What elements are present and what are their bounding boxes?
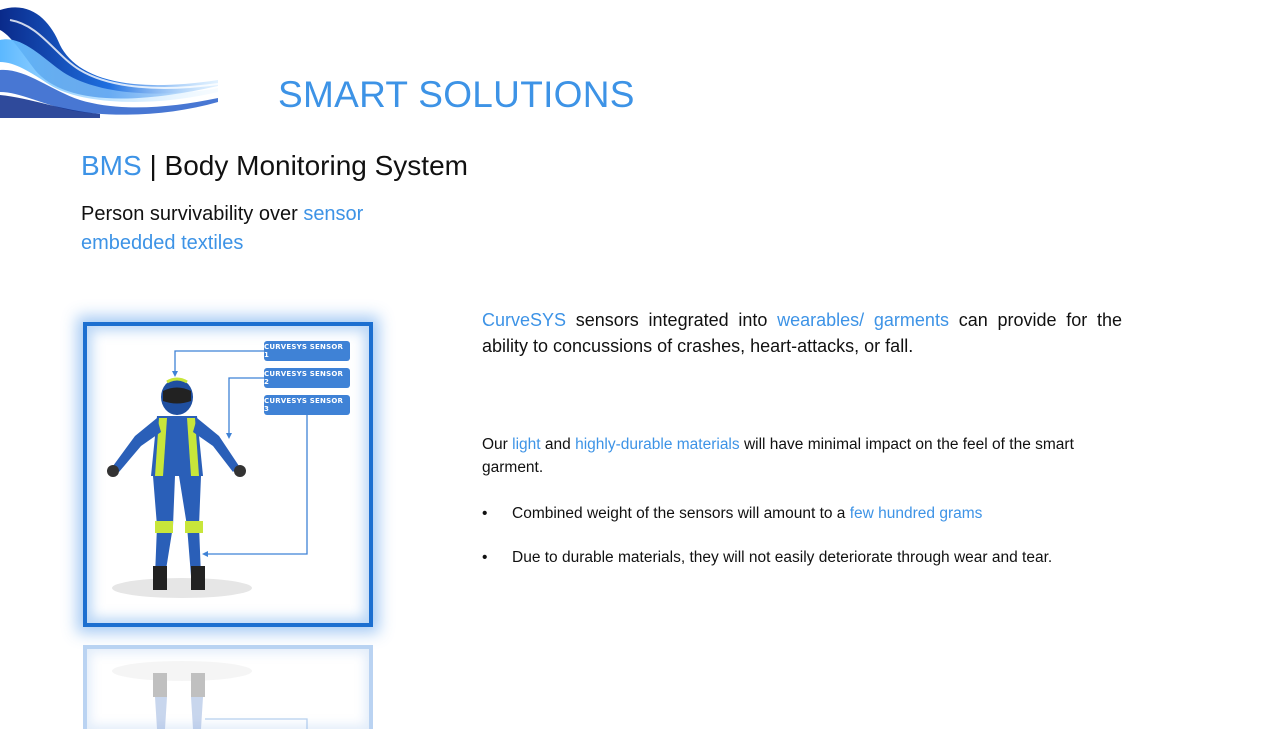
page-title: SMART SOLUTIONS <box>278 74 635 115</box>
bullet-1-accent: few hundred grams <box>849 505 983 522</box>
wave-logo <box>0 0 220 118</box>
bullet-2-text: Due to durable materials, they will not easily deteriorate through wear and tear. <box>512 549 1053 566</box>
sensor-label-3: CURVESYS SENSOR 3 <box>264 395 350 415</box>
para-accent-1: light <box>512 436 541 453</box>
bullet-marker: • <box>482 505 488 522</box>
suit-figure-reflection <box>83 645 373 729</box>
lead-accent: wearables/ garments <box>777 310 949 330</box>
suit-figure <box>83 322 373 627</box>
para-accent-2: highly-durable materials <box>575 436 740 453</box>
para-text-3: will have minimal impact on the feel of the smart garment. <box>482 436 1074 476</box>
para-text-1: Our <box>482 436 513 453</box>
bullet-text <box>512 503 982 525</box>
sensor-label-2: CURVESYS SENSOR 2 <box>264 368 350 388</box>
bullet-1-text: Combined weight of the sensors will amount to a <box>512 505 850 522</box>
subtitle-acronym: BMS <box>81 150 142 181</box>
lead-paragraph <box>482 307 1122 359</box>
reflection-illustration <box>87 649 369 729</box>
sensor-label-1: CURVESYS SENSOR 1 <box>264 341 350 361</box>
lead-text-1: sensors integrated into <box>566 310 778 330</box>
materials-paragraph <box>482 433 1122 479</box>
para-text-2: and <box>540 436 576 453</box>
section-subtitle <box>81 150 468 182</box>
lead-text-2: can provide for the ability to concussions of crashes, heart-attacks, or fall. <box>482 310 1122 356</box>
lead-brand: CurveSYS <box>482 310 567 330</box>
subtitle-text: | Body Monitoring System <box>141 150 468 181</box>
tagline <box>81 200 411 258</box>
tagline-text: Person survivability over <box>81 203 304 225</box>
tagline-accent: sensor embedded textiles <box>81 203 364 254</box>
bullet-marker: • <box>482 549 488 566</box>
